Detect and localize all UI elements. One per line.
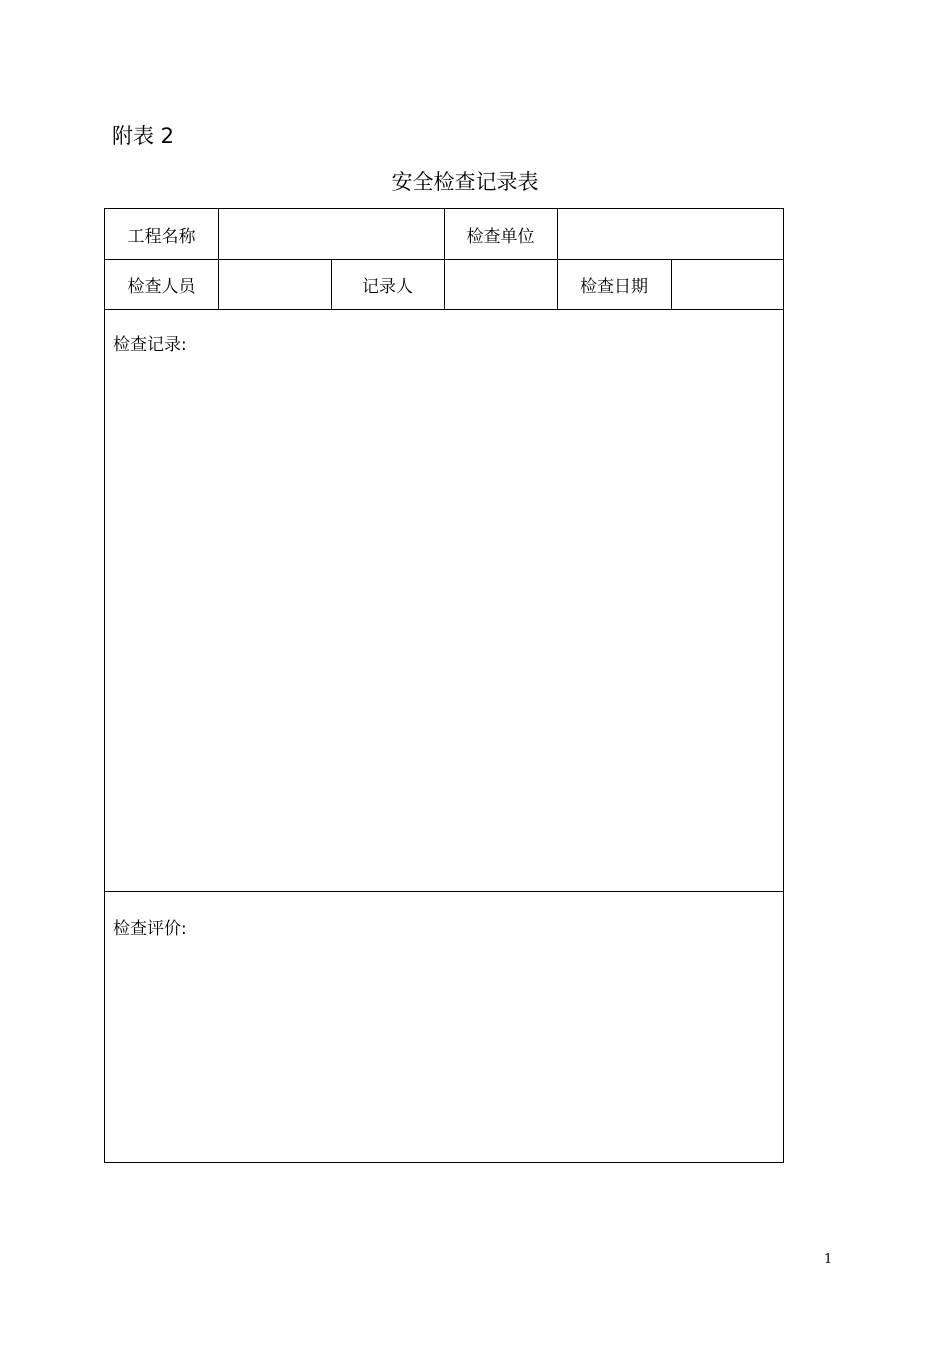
project-name-field[interactable] (218, 209, 444, 259)
inspection-evaluation-label: 检查评价: (113, 919, 187, 939)
inspectors-field[interactable] (218, 259, 331, 309)
recorder-field[interactable] (444, 259, 557, 309)
page-number: 1 (824, 1252, 833, 1267)
inspection-date-field[interactable] (671, 259, 783, 309)
inspectors-label: 检查人员 (127, 276, 196, 297)
inspection-unit-field[interactable] (557, 209, 783, 259)
project-name-label: 工程名称 (127, 226, 196, 247)
inspection-records-area[interactable] (105, 309, 783, 891)
inspection-record-table (104, 208, 784, 1163)
recorder-label: 记录人 (362, 276, 413, 297)
inspection-evaluation-area[interactable] (105, 891, 783, 1162)
inspection-records-label: 检查记录: (113, 335, 187, 355)
appendix-label: 附表 2 (112, 124, 175, 148)
inspection-unit-label: 检查单位 (466, 226, 535, 247)
inspection-date-label: 检查日期 (580, 276, 648, 297)
form-title: 安全检查记录表 (391, 170, 539, 194)
